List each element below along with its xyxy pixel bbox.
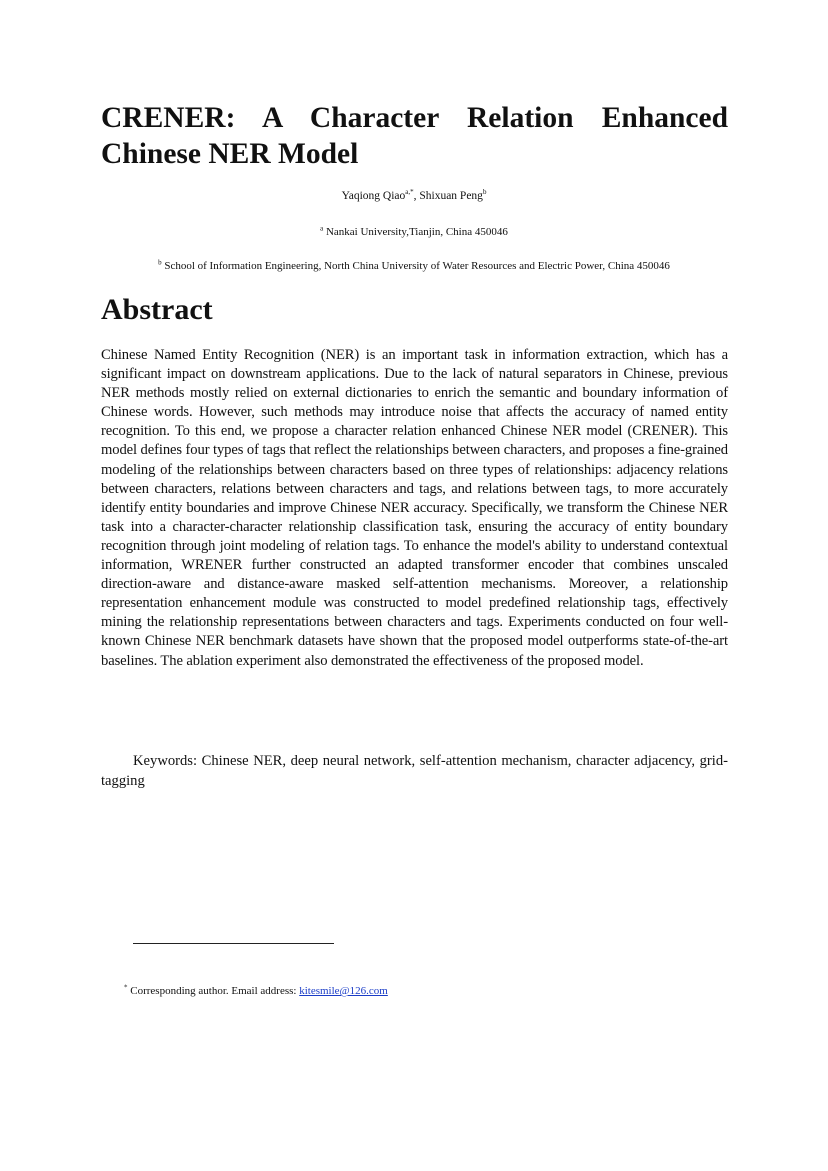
abstract-text: Chinese Named Entity Recognition (NER) is an important task in information extraction, which has a significant impact on downstream applications. Due to the lack of natural separators in Chinese, previous NER methods mostly relied on external dictionaries to enrich the semantic and boundary information of Chinese words. However, such methods may introduce noise that affects the accuracy of named entity recognition. To this end, we propose a character relation enhanced Chinese NER model (CRENER). This model defines four types of tags that reflect the relationships between characters, and proposes a fine-grained modeling of the relationships between characters based on three types of relationships: adjacency relations between characters, relations between characters and tags, and relations between tags, to more accurately identify entity boundaries and improve Chinese NER accuracy. Specifically, we transform the Chinese NER task into a character-character relationship classification task, ensuring the accuracy of entity boundary recognition through joint modeling of relation tags. To enhance the model's ability to understand contextual information, WRENER further constructed an adapted transformer encoder that combines unscaled direction-aware and distance-aware masked self-attention mechanisms. Moreover, a relationship representation enhancement module was constructed to model predefined relationship tags, effectively mining the relationship representations between characters and tags. Experiments conducted on four well-known Chinese NER benchmark datasets have shown that the proposed model outperforms state-of-the-art baselines. The ablation experiment also demonstrated the effectiveness of the proposed model. xyxy=(101,347,728,669)
abstract-heading: Abstract xyxy=(101,293,213,326)
affiliation-b xyxy=(0,260,828,272)
footnote-divider xyxy=(133,943,334,944)
footnote xyxy=(124,985,388,997)
affiliation-mark: a xyxy=(320,224,324,233)
affiliation-a xyxy=(0,226,828,238)
footnote-text: Corresponding author. Email address: xyxy=(127,985,300,997)
author-affiliation-mark: b xyxy=(482,188,487,197)
email-link[interactable]: kitesmile@126.com xyxy=(299,985,388,997)
affiliation-text: Nankai University,Tianjin, China 450046 xyxy=(325,226,508,238)
footnote-mark: * xyxy=(124,983,128,992)
paper-title: CRENER: A Character Relation Enhanced Chinese NER Model xyxy=(101,102,728,170)
author-name: Yaqiong Qiao xyxy=(341,190,406,202)
author-separator: , xyxy=(413,190,420,202)
author-name: Shixuan Peng xyxy=(419,190,483,202)
affiliation-text: School of Information Engineering, North China University of Water Resources and Electric Power, China 450046 xyxy=(164,260,670,272)
author-affiliation-mark: a,* xyxy=(405,188,414,197)
keywords: Keywords: Chinese NER, deep neural network, self-attention mechanism, character adjacency, grid-tagging xyxy=(101,753,728,789)
affiliation-mark: b xyxy=(158,258,162,267)
author-line xyxy=(0,190,828,202)
